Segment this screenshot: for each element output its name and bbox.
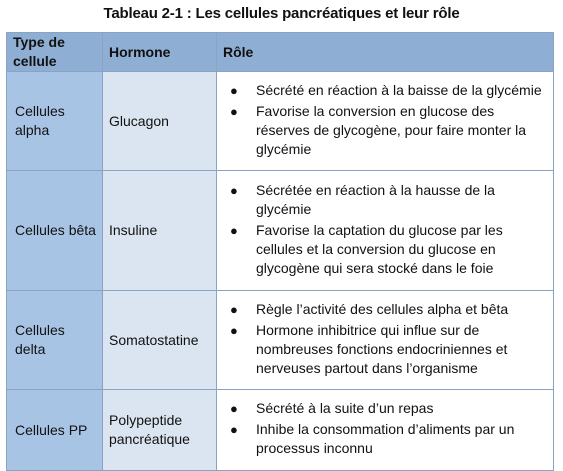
- role-list: [223, 300, 547, 378]
- bullet-dot-icon: ●: [230, 82, 238, 98]
- role-item: [223, 102, 547, 159]
- role-list: [223, 399, 547, 458]
- bullet-dot-icon: ●: [230, 422, 238, 437]
- role-item: [223, 221, 547, 278]
- cell-type: Cellules alpha: [7, 72, 103, 171]
- role-text: Règle l’activité des cellules alpha et bêta: [256, 300, 509, 317]
- table-row: [7, 171, 554, 291]
- cell-hormone: Polypeptide pancréatique: [103, 390, 217, 471]
- cell-role: [217, 171, 554, 291]
- table-row: [7, 291, 554, 390]
- cell-type: Cellules delta: [7, 291, 103, 390]
- role-item: [223, 81, 547, 100]
- table-caption: Tableau 2-1 : Les cellules pancréatiques et leur rôle: [103, 5, 460, 22]
- bullet-dot-icon: ●: [230, 103, 238, 119]
- cell-hormone: Glucagon: [103, 72, 217, 171]
- role-text: Inhibe la consommation d’aliments par un processus inconnu: [256, 421, 515, 456]
- role-item: [223, 399, 547, 418]
- pancreatic-cells-table: [6, 32, 554, 471]
- bullet-dot-icon: ●: [230, 322, 238, 338]
- header-cell-hormone: Hormone: [103, 33, 217, 72]
- role-text: Favorise la captation du glucose par les cellules et la conversion du glucose en glycogène qui sera stocké dans le foie: [256, 221, 503, 276]
- bullet-dot-icon: ●: [230, 182, 238, 198]
- cell-role: [217, 291, 554, 390]
- header-cell-type: Type de cellule: [7, 33, 103, 72]
- table-row: [7, 390, 554, 471]
- role-list: [223, 181, 547, 278]
- cell-type: Cellules bêta: [7, 171, 103, 291]
- role-text: Favorise la conversion en glucose des réserves de glycogène, pour faire monter la glycémie: [256, 102, 527, 157]
- bullet-dot-icon: ●: [230, 222, 238, 238]
- role-item: [223, 181, 547, 219]
- role-item: [223, 321, 547, 378]
- cell-role: [217, 390, 554, 471]
- header-cell-role: Rôle: [217, 33, 554, 72]
- role-text: Sécrété en réaction à la baisse de la glycémie: [256, 81, 542, 98]
- role-list: [223, 81, 547, 159]
- bullet-dot-icon: ●: [230, 401, 238, 416]
- cell-type: Cellules PP: [7, 390, 103, 471]
- cell-hormone: Insuline: [103, 171, 217, 291]
- cell-role: [217, 72, 554, 171]
- role-text: Hormone inhibitrice qui influe sur de nombreuses fonctions endocriniennes et nerveuses partout dans l’organisme: [256, 321, 508, 376]
- role-item: [223, 420, 547, 458]
- table-header-row: [7, 33, 554, 72]
- role-text: Sécrétée en réaction à la hausse de la glycémie: [256, 181, 495, 217]
- table-row: [7, 72, 554, 171]
- cell-hormone: Somatostatine: [103, 291, 217, 390]
- role-item: [223, 300, 547, 319]
- bullet-dot-icon: ●: [230, 301, 238, 317]
- role-text: Sécrété à la suite d’un repas: [256, 400, 434, 416]
